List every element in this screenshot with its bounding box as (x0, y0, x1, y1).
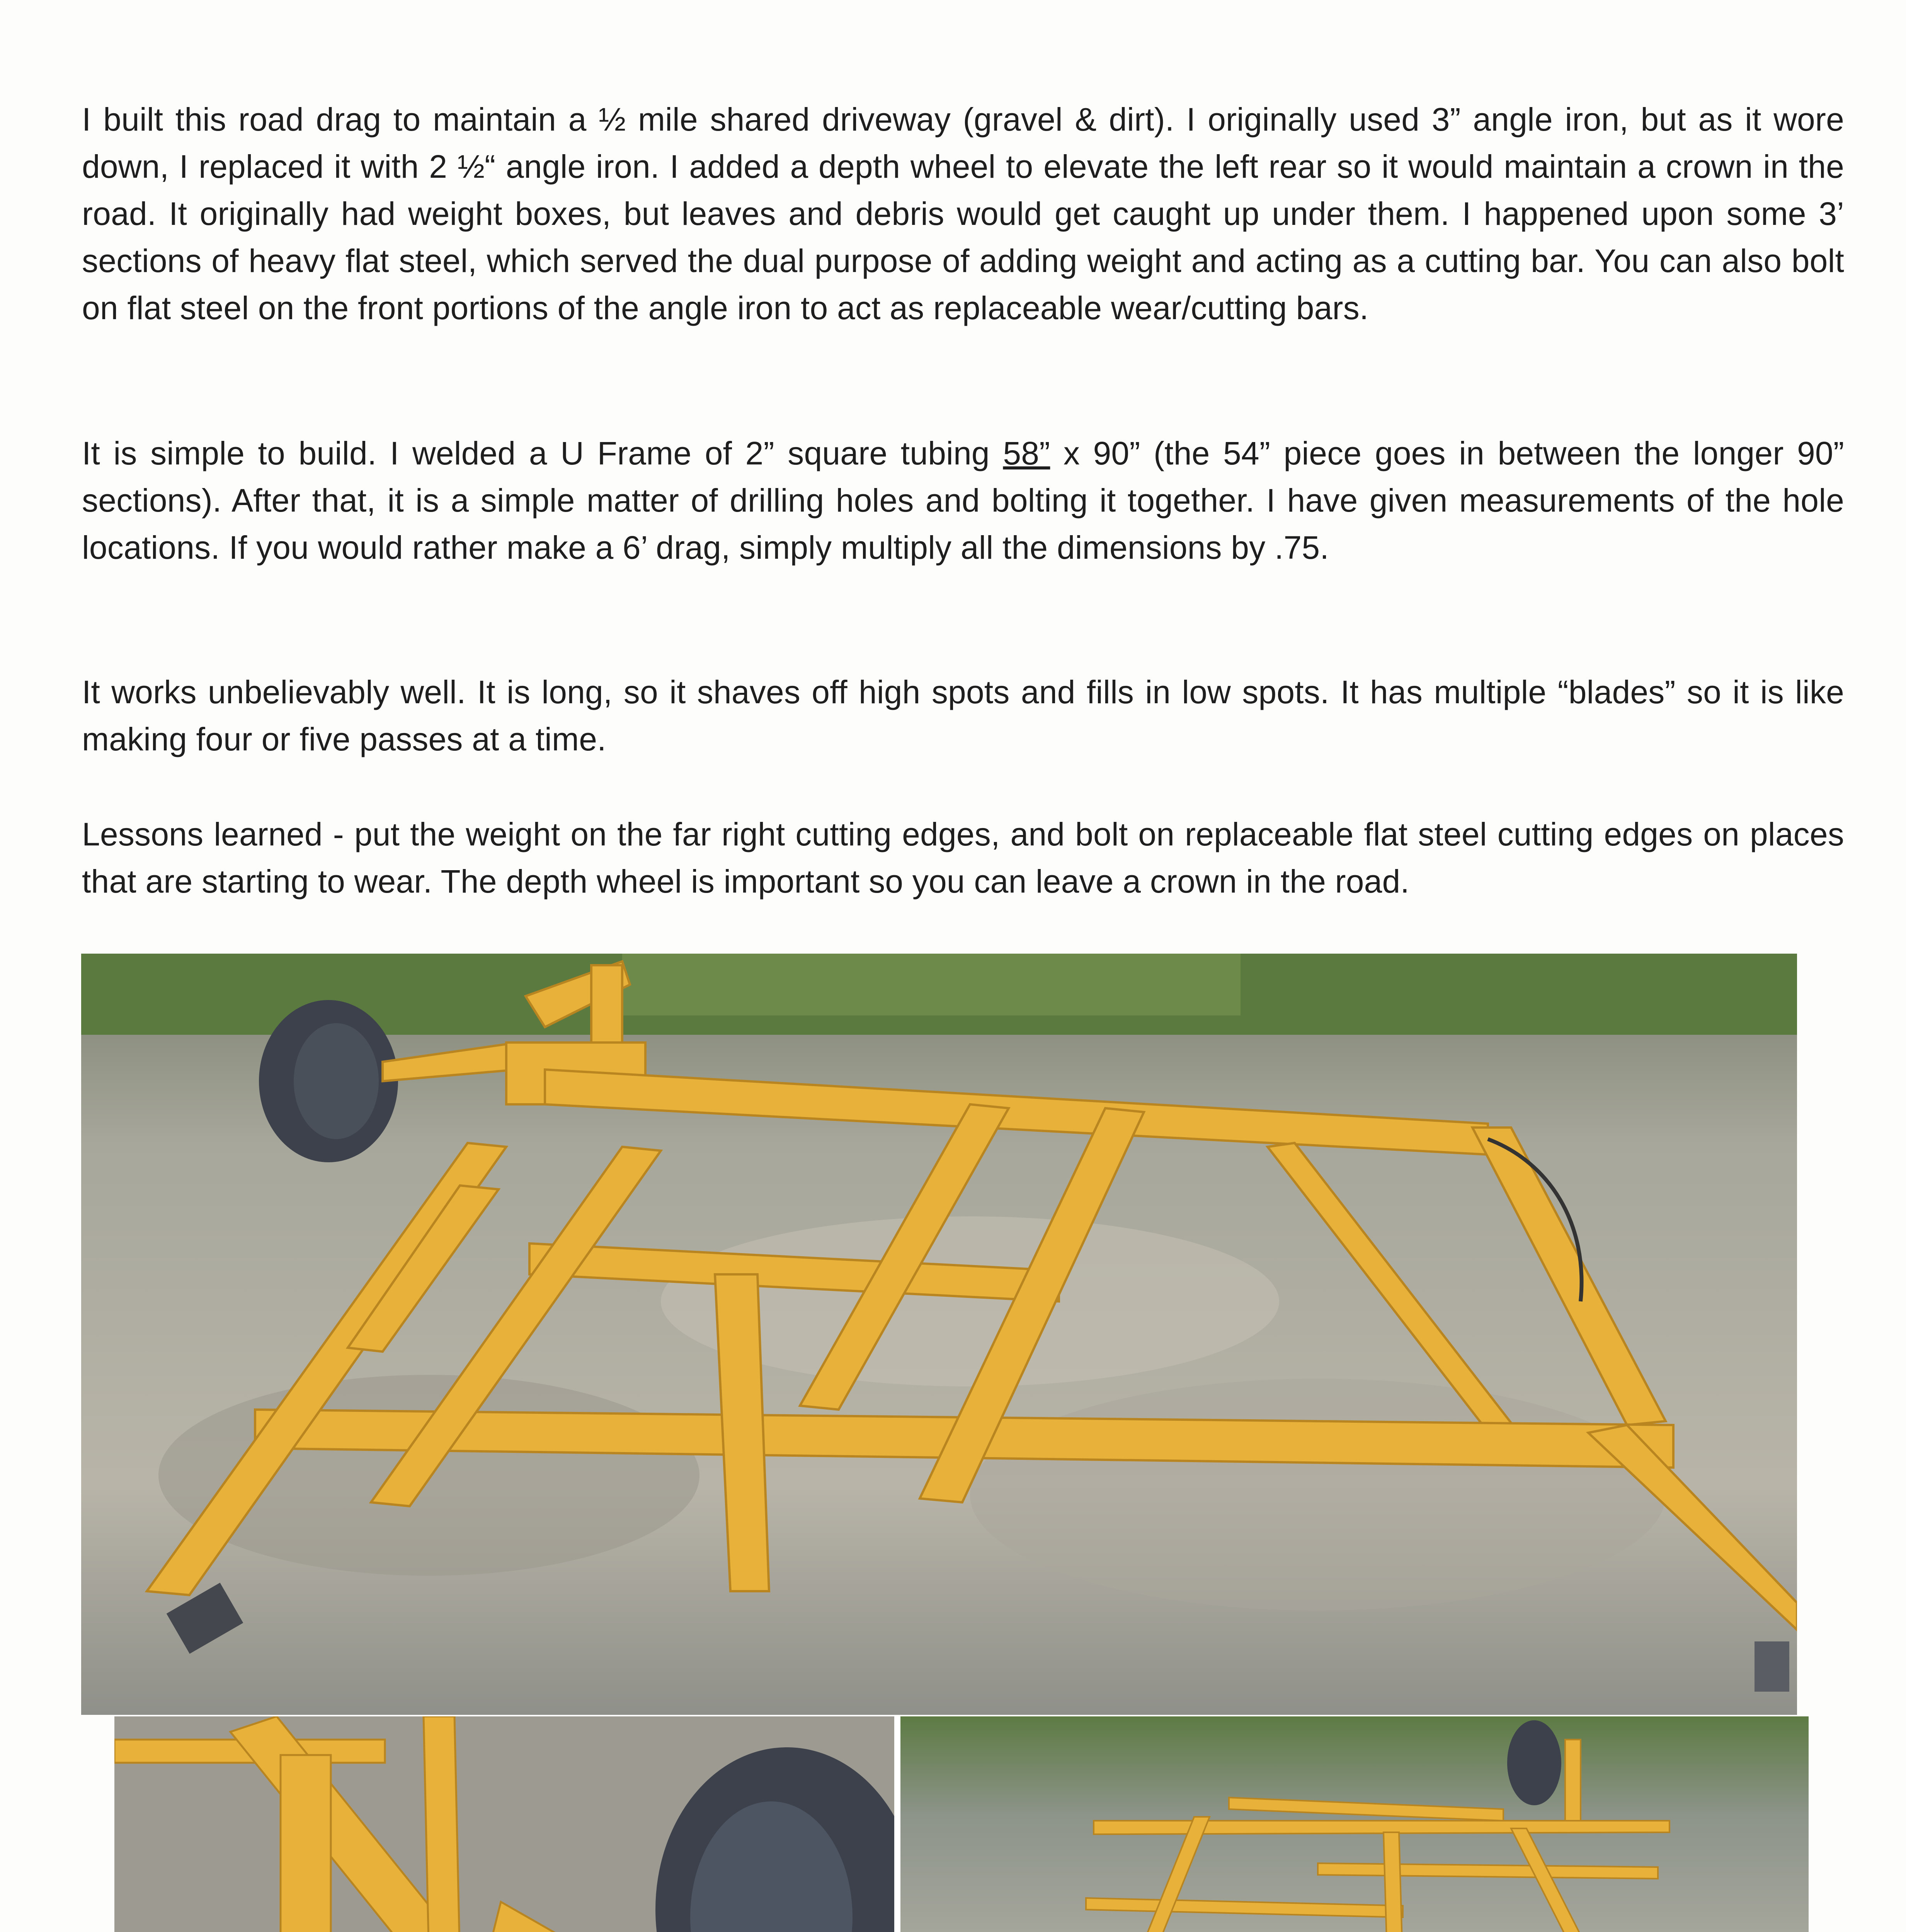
photo-divider (894, 1716, 900, 1932)
paragraph-lessons-learned: Lessons learned - put the weight on the far right cutting edges, and bolt on replaceable flat steel cutting edges on places that are starting to wear. The depth wheel is important so you can leave a crown in the road. (82, 816, 1844, 900)
photo-depth-wheel-closeup (114, 1716, 894, 1932)
paragraph-description: I built this road drag to maintain a ½ mile shared driveway (gravel & dirt). I originally used 3” angle iron, but as it wore down, I replaced it with 2 ½“ angle iron. I added a depth wheel to elevate the left rear so it would maintain a crown in the road. It originally had weight boxes, but leaves and debris would get caught up under them. I happened upon some 3’ sections of heavy flat steel, which served the dual purpose of adding weight and acting as a cutting bar. You can also bolt on flat steel on the front portions of the angle iron to act as replaceable wear/cutting bars. (82, 101, 1844, 326)
paragraph-build-instructions (82, 430, 1844, 571)
paragraph-build-text-after: x 90” (the 54” piece goes in between the longer 90” sections). After that, it is a simple matter of drilling holes and bolting it together. I have given measurements of the hole locations. If you would rather make a 6’ drag, simply multiply all the dimensions by .75. (82, 435, 1844, 566)
paragraph-performance: It works unbelievably well. It is long, so it shaves off high spots and fills in low spots. It has multiple “blades” so it is like making four or five passes at a time. (82, 674, 1844, 757)
photo-road-drag-main (81, 954, 1797, 1715)
tire-icon (259, 1000, 398, 1162)
paragraph-build-text-before: It is simple to build. I welded a U Frame of 2” square tubing (82, 435, 1003, 471)
photo-road-drag-side-view (900, 1716, 1809, 1932)
tire-icon (1507, 1720, 1561, 1805)
underlined-dimension: 58” (1003, 435, 1050, 471)
